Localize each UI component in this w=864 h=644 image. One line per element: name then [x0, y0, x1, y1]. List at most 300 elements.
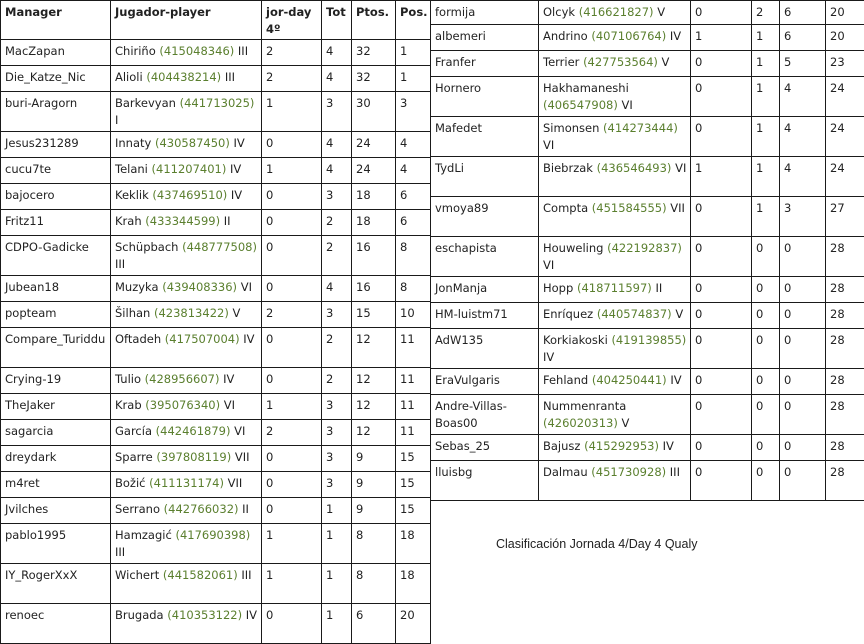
player-id-link[interactable]: (430587450)	[155, 136, 230, 150]
player-id-link[interactable]: (414273444)	[603, 121, 678, 135]
table-row	[1, 92, 431, 132]
player-roman: VI	[241, 280, 252, 294]
player-id-link[interactable]: (406547908)	[543, 98, 618, 112]
pos-cell: 4	[396, 132, 431, 158]
manager-cell: Andre-Villas-Boas00	[431, 395, 539, 435]
player-cell	[539, 277, 691, 303]
header-player: Jugador-player	[111, 1, 262, 40]
ptos-cell: 12	[352, 394, 396, 420]
ptos-cell: 15	[352, 302, 396, 328]
player-roman: V	[662, 55, 670, 69]
ptos-cell: 0	[780, 277, 826, 303]
ptos-cell: 0	[780, 329, 826, 369]
player-cell	[539, 303, 691, 329]
player-roman: III	[115, 257, 125, 271]
manager-cell: IY_RogerXxX	[1, 564, 111, 604]
table-row	[1, 524, 431, 564]
ptos-cell: 9	[352, 498, 396, 524]
player-name: Hopp	[543, 281, 573, 295]
ptos-cell: 3	[780, 197, 826, 237]
manager-cell: TheJaker	[1, 394, 111, 420]
player-id-link[interactable]: (428956607)	[145, 372, 220, 386]
manager-cell: Die_Katze_Nic	[1, 66, 111, 92]
table-row	[431, 329, 864, 369]
player-name: Houweling	[543, 241, 603, 255]
manager-cell: dreydark	[1, 446, 111, 472]
jorday-cell: 0	[262, 184, 322, 210]
tot-cell: 2	[752, 1, 780, 25]
table-row	[431, 303, 864, 329]
player-name: Telani	[115, 162, 148, 176]
table-row	[1, 420, 431, 446]
jorday-cell: 0	[691, 435, 752, 461]
pos-cell: 6	[396, 210, 431, 236]
player-id-link[interactable]: (419139855)	[611, 333, 686, 347]
player-name: Andrino	[543, 29, 588, 43]
player-id-link[interactable]: (437469510)	[152, 188, 227, 202]
player-roman: VI	[543, 138, 554, 152]
manager-cell: Jvilches	[1, 498, 111, 524]
table-row	[1, 394, 431, 420]
player-roman: V	[232, 306, 240, 320]
manager-cell: Sebas_25	[431, 435, 539, 461]
jorday-cell: 0	[262, 604, 322, 644]
player-cell	[111, 236, 262, 276]
player-name: Keklik	[115, 188, 149, 202]
manager-cell: AdW135	[431, 329, 539, 369]
player-roman: V	[657, 5, 665, 19]
pos-cell: 15	[396, 472, 431, 498]
manager-cell: sagarcia	[1, 420, 111, 446]
manager-cell: HM-luistm71	[431, 303, 539, 329]
pos-cell: 1	[396, 40, 431, 66]
player-cell	[111, 524, 262, 564]
player-cell	[539, 369, 691, 395]
player-name: Brugada	[115, 608, 164, 622]
jorday-cell: 2	[262, 66, 322, 92]
table-row	[431, 277, 864, 303]
pos-cell: 11	[396, 368, 431, 394]
pos-cell: 28	[826, 461, 864, 501]
table-row	[431, 25, 864, 51]
jorday-cell: 0	[262, 368, 322, 394]
player-name: Krab	[115, 398, 142, 412]
player-name: García	[115, 424, 152, 438]
ptos-cell: 0	[780, 303, 826, 329]
tot-cell: 1	[752, 77, 780, 117]
manager-cell: formija	[431, 1, 539, 25]
ptos-cell: 8	[352, 524, 396, 564]
standings-table-left	[0, 0, 431, 644]
standings-table-right	[430, 0, 864, 501]
jorday-cell: 0	[262, 236, 322, 276]
jorday-cell: 0	[691, 237, 752, 277]
table-row	[431, 117, 864, 157]
ptos-cell: 9	[352, 472, 396, 498]
pos-cell: 15	[396, 498, 431, 524]
ptos-cell: 30	[352, 92, 396, 132]
tot-cell: 3	[322, 302, 352, 328]
player-roman: III	[115, 545, 125, 559]
ptos-cell: 6	[352, 604, 396, 644]
pos-cell: 18	[396, 564, 431, 604]
tot-cell: 0	[752, 329, 780, 369]
player-name: Chiriño	[115, 44, 156, 58]
ptos-cell: 32	[352, 66, 396, 92]
table-row	[1, 368, 431, 394]
ptos-cell: 5	[780, 51, 826, 77]
player-name: Compta	[543, 201, 588, 215]
tot-cell: 3	[322, 394, 352, 420]
player-roman: VII	[235, 450, 250, 464]
table-row	[431, 461, 864, 501]
player-roman: IV	[243, 332, 254, 346]
player-cell	[111, 394, 262, 420]
pos-cell: 24	[826, 157, 864, 197]
player-id-link[interactable]: (415048346)	[159, 44, 234, 58]
player-cell	[111, 368, 262, 394]
tot-cell: 1	[752, 117, 780, 157]
tot-cell: 4	[322, 276, 352, 302]
player-id-link[interactable]: (411207401)	[152, 162, 227, 176]
tot-cell: 0	[752, 461, 780, 501]
player-roman: IV	[231, 188, 242, 202]
player-name: Božić	[115, 476, 145, 490]
tot-cell: 1	[752, 197, 780, 237]
player-name: Simonsen	[543, 121, 599, 135]
player-id-link[interactable]: (404250441)	[592, 373, 667, 387]
header-row	[1, 1, 431, 40]
manager-cell: CDPO-Gadicke	[1, 236, 111, 276]
player-id-link[interactable]: (415292953)	[584, 439, 659, 453]
player-roman: IV	[663, 439, 674, 453]
pos-cell: 8	[396, 236, 431, 276]
jorday-cell: 1	[262, 524, 322, 564]
tot-cell: 4	[322, 158, 352, 184]
player-name: Schüpbach	[115, 240, 178, 254]
tot-cell: 1	[752, 157, 780, 197]
player-id-link[interactable]: (417507004)	[165, 332, 240, 346]
tot-cell: 3	[322, 472, 352, 498]
player-cell	[539, 197, 691, 237]
ptos-cell: 4	[780, 117, 826, 157]
pos-cell: 10	[396, 302, 431, 328]
manager-cell: lluisbg	[431, 461, 539, 501]
player-cell	[539, 461, 691, 501]
player-roman: I	[115, 113, 118, 127]
header-ptos: Ptos.	[352, 1, 396, 40]
table-row	[431, 395, 864, 435]
player-roman: II	[224, 214, 231, 228]
manager-cell: Jesus231289	[1, 132, 111, 158]
pos-cell: 28	[826, 329, 864, 369]
table-row	[1, 276, 431, 302]
player-roman: VII	[228, 476, 243, 490]
manager-cell: eschapista	[431, 237, 539, 277]
ptos-cell: 18	[352, 184, 396, 210]
manager-cell: MacZapan	[1, 40, 111, 66]
table-row	[1, 66, 431, 92]
ptos-cell: 24	[352, 132, 396, 158]
table-row	[431, 157, 864, 197]
table-row	[1, 210, 431, 236]
table-row	[431, 369, 864, 395]
tot-cell: 2	[322, 210, 352, 236]
tot-cell: 0	[752, 277, 780, 303]
player-roman: IV	[223, 372, 234, 386]
player-name: Biebrzak	[543, 161, 593, 175]
pos-cell: 28	[826, 435, 864, 461]
player-cell	[111, 92, 262, 132]
pos-cell: 20	[396, 604, 431, 644]
tot-cell: 2	[322, 368, 352, 394]
jorday-cell: 0	[262, 132, 322, 158]
manager-cell: pablo1995	[1, 524, 111, 564]
ptos-cell: 12	[352, 328, 396, 368]
tot-cell: 0	[752, 369, 780, 395]
player-roman: VII	[670, 201, 685, 215]
player-roman: III	[670, 465, 680, 479]
player-cell	[539, 157, 691, 197]
player-id-link[interactable]: (442766032)	[164, 502, 239, 516]
player-roman: VI	[234, 424, 245, 438]
ptos-cell: 16	[352, 276, 396, 302]
jorday-cell: 1	[262, 394, 322, 420]
table-row	[1, 132, 431, 158]
jorday-cell: 2	[262, 420, 322, 446]
pos-cell: 20	[826, 1, 864, 25]
ptos-cell: 9	[352, 446, 396, 472]
player-id-link[interactable]: (404438214)	[146, 70, 221, 84]
pos-cell: 15	[396, 446, 431, 472]
ptos-cell: 6	[780, 25, 826, 51]
player-id-link[interactable]: (451730928)	[591, 465, 666, 479]
manager-cell: Fritz11	[1, 210, 111, 236]
player-id-link[interactable]: (410353122)	[167, 608, 242, 622]
player-id-link[interactable]: (436546493)	[597, 161, 672, 175]
manager-cell: JonManja	[431, 277, 539, 303]
player-id-link[interactable]: (422192837)	[607, 241, 682, 255]
jorday-cell: 0	[691, 395, 752, 435]
player-id-link[interactable]: (448777508)	[182, 240, 257, 254]
header-manager: Manager	[1, 1, 111, 40]
pos-cell: 3	[396, 92, 431, 132]
jorday-cell: 0	[262, 472, 322, 498]
player-roman: V	[675, 307, 683, 321]
ptos-cell: 0	[780, 369, 826, 395]
tot-cell: 0	[752, 303, 780, 329]
pos-cell: 28	[826, 369, 864, 395]
ptos-cell: 8	[352, 564, 396, 604]
manager-cell: buri-Aragorn	[1, 92, 111, 132]
manager-cell: m4ret	[1, 472, 111, 498]
player-id-link[interactable]: (439408336)	[162, 280, 237, 294]
table-row	[1, 564, 431, 604]
player-id-link[interactable]: (440574837)	[597, 307, 672, 321]
player-cell	[111, 564, 262, 604]
jorday-cell: 0	[691, 369, 752, 395]
pos-cell: 6	[396, 184, 431, 210]
jorday-cell: 2	[262, 40, 322, 66]
player-name: Wichert	[115, 568, 159, 582]
tot-cell: 4	[322, 132, 352, 158]
table-row	[1, 604, 431, 644]
jorday-cell: 0	[691, 77, 752, 117]
player-id-link[interactable]: (417690398)	[175, 528, 250, 542]
player-id-link[interactable]: (427753564)	[583, 55, 658, 69]
player-id-link[interactable]: (433344599)	[145, 214, 220, 228]
tot-cell: 2	[322, 236, 352, 276]
player-id-link[interactable]: (423813422)	[154, 306, 229, 320]
player-id-link[interactable]: (426020313)	[543, 416, 618, 430]
standings-caption: Clasificación Jornada 4/Day 4 Qualy	[496, 537, 698, 551]
player-id-link[interactable]: (418711597)	[577, 281, 652, 295]
player-cell	[111, 40, 262, 66]
player-id-link[interactable]: (442461879)	[156, 424, 231, 438]
player-cell	[111, 276, 262, 302]
player-cell	[111, 604, 262, 644]
jorday-cell: 0	[691, 51, 752, 77]
pos-cell: 18	[396, 524, 431, 564]
table-row	[1, 158, 431, 184]
player-name: Olcyk	[543, 5, 575, 19]
player-id-link[interactable]: (411131174)	[149, 476, 224, 490]
player-cell	[539, 25, 691, 51]
player-name: Innaty	[115, 136, 151, 150]
pos-cell: 8	[396, 276, 431, 302]
jorday-cell: 0	[691, 277, 752, 303]
player-cell	[111, 328, 262, 368]
jorday-cell: 1	[262, 158, 322, 184]
tot-cell: 1	[752, 51, 780, 77]
player-name: Nummenranta	[543, 399, 626, 413]
ptos-cell: 0	[780, 435, 826, 461]
player-name: Tulio	[115, 372, 141, 386]
player-roman: VI	[675, 161, 686, 175]
tot-cell: 0	[752, 237, 780, 277]
player-cell	[539, 329, 691, 369]
tot-cell: 3	[322, 92, 352, 132]
player-name: Bajusz	[543, 439, 580, 453]
player-name: Korkiakoski	[543, 333, 608, 347]
player-cell	[539, 435, 691, 461]
player-id-link[interactable]: (395076340)	[145, 398, 220, 412]
player-roman: IV	[246, 608, 257, 622]
tot-cell: 1	[322, 564, 352, 604]
table-row	[1, 302, 431, 328]
manager-cell: renoec	[1, 604, 111, 644]
jorday-cell: 0	[691, 461, 752, 501]
tot-cell: 3	[322, 420, 352, 446]
header-pos: Pos.	[396, 1, 431, 40]
pos-cell: 24	[826, 117, 864, 157]
jorday-cell: 1	[262, 564, 322, 604]
player-cell	[111, 498, 262, 524]
player-roman: III	[225, 70, 235, 84]
table-row	[431, 435, 864, 461]
table-row	[431, 197, 864, 237]
jorday-cell: 0	[691, 303, 752, 329]
ptos-cell: 0	[780, 237, 826, 277]
player-id-link[interactable]: (441713025)	[180, 96, 255, 110]
player-roman: VI	[543, 258, 554, 272]
pos-cell: 23	[826, 51, 864, 77]
table-row	[1, 40, 431, 66]
player-cell	[111, 472, 262, 498]
manager-cell: Mafedet	[431, 117, 539, 157]
tot-cell: 1	[322, 604, 352, 644]
ptos-cell: 24	[352, 158, 396, 184]
player-cell	[539, 1, 691, 25]
player-id-link[interactable]: (451584555)	[592, 201, 667, 215]
player-name: Enríquez	[543, 307, 593, 321]
pos-cell: 1	[396, 66, 431, 92]
manager-cell: bajocero	[1, 184, 111, 210]
tot-cell: 2	[322, 328, 352, 368]
manager-cell: albemeri	[431, 25, 539, 51]
player-roman: VI	[621, 98, 632, 112]
tot-cell: 3	[322, 184, 352, 210]
pos-cell: 11	[396, 394, 431, 420]
jorday-cell: 2	[262, 302, 322, 328]
player-cell	[111, 302, 262, 328]
player-name: Dalmau	[543, 465, 588, 479]
table-row	[1, 328, 431, 368]
header-jorday: jor-day 4º	[262, 1, 322, 40]
player-roman: II	[655, 281, 662, 295]
table-row	[1, 236, 431, 276]
table-row	[1, 498, 431, 524]
player-id-link[interactable]: (397808119)	[156, 450, 231, 464]
manager-cell: Crying-19	[1, 368, 111, 394]
jorday-cell: 0	[691, 197, 752, 237]
player-cell	[539, 395, 691, 435]
ptos-cell: 0	[780, 395, 826, 435]
ptos-cell: 4	[780, 77, 826, 117]
pos-cell: 28	[826, 395, 864, 435]
manager-cell: vmoya89	[431, 197, 539, 237]
pos-cell: 20	[826, 25, 864, 51]
player-name: Šilhan	[115, 306, 150, 320]
player-id-link[interactable]: (441582061)	[163, 568, 238, 582]
tot-cell: 1	[322, 524, 352, 564]
pos-cell: 28	[826, 277, 864, 303]
player-roman: IV	[670, 373, 681, 387]
player-id-link[interactable]: (407106764)	[591, 29, 666, 43]
ptos-cell: 18	[352, 210, 396, 236]
player-id-link[interactable]: (416621827)	[579, 5, 654, 19]
player-name: Alioli	[115, 70, 143, 84]
table-row	[1, 472, 431, 498]
table-row	[431, 237, 864, 277]
player-cell	[111, 158, 262, 184]
player-roman: IV	[230, 162, 241, 176]
tot-cell: 0	[752, 395, 780, 435]
tot-cell: 4	[322, 66, 352, 92]
player-name: Muzyka	[115, 280, 159, 294]
player-roman: IV	[543, 350, 554, 364]
player-cell	[539, 77, 691, 117]
tot-cell: 1	[752, 25, 780, 51]
table-row	[431, 51, 864, 77]
tot-cell: 4	[322, 40, 352, 66]
jorday-cell: 1	[262, 92, 322, 132]
player-name: Hakhamaneshi	[543, 81, 629, 95]
ptos-cell: 0	[780, 461, 826, 501]
manager-cell: cucu7te	[1, 158, 111, 184]
ptos-cell: 16	[352, 236, 396, 276]
player-roman: III	[238, 44, 248, 58]
